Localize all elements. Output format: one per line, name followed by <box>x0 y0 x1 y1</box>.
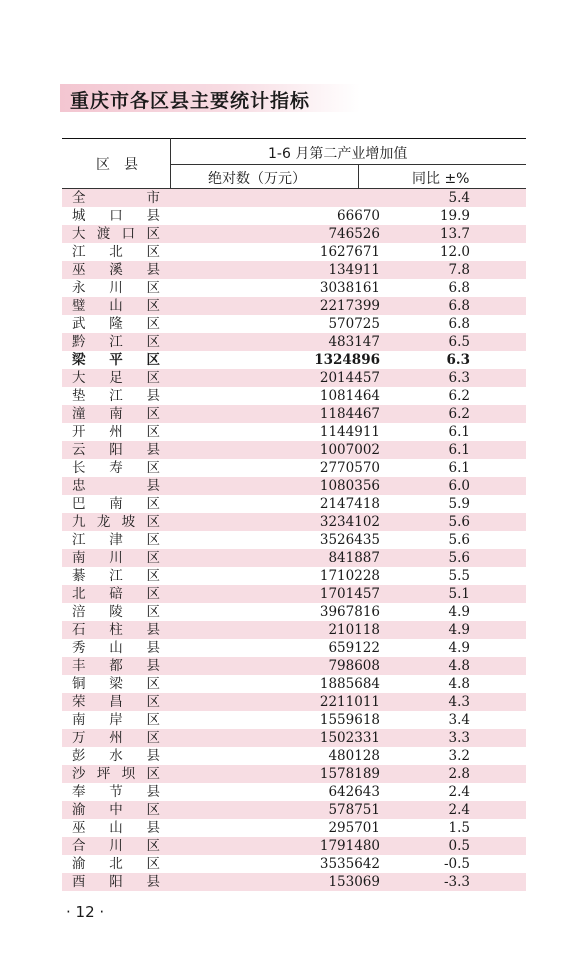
absolute-value: 1081464 <box>319 388 380 404</box>
absolute-value: 134911 <box>328 262 380 278</box>
table-row <box>62 297 526 315</box>
absolute-value: 1144911 <box>319 424 380 440</box>
yoy-change: 2.4 <box>448 802 470 818</box>
absolute-value: 2014457 <box>319 370 380 386</box>
absolute-value: 570725 <box>328 316 380 332</box>
yoy-change: 6.1 <box>448 460 470 476</box>
yoy-change: 6.5 <box>448 334 470 350</box>
yoy-change: 12.0 <box>439 244 470 260</box>
absolute-value: 841887 <box>328 550 380 566</box>
district-name: 南 川 区 <box>72 550 160 566</box>
table-row <box>62 675 526 693</box>
yoy-change: 0.5 <box>448 838 470 854</box>
table-row <box>62 567 526 585</box>
yoy-change: 4.9 <box>448 622 470 638</box>
absolute-value: 2217399 <box>319 298 380 314</box>
absolute-value: 798608 <box>328 658 380 674</box>
yoy-change: 4.8 <box>448 676 470 692</box>
yoy-change: 5.6 <box>448 514 470 530</box>
table-row <box>62 189 526 207</box>
yoy-change: 5.4 <box>448 190 470 206</box>
absolute-value: 3967816 <box>319 604 380 620</box>
district-name: 开 州 区 <box>72 424 160 440</box>
absolute-value: 3535642 <box>319 856 380 872</box>
district-name: 秀 山 县 <box>72 640 160 656</box>
absolute-value: 66670 <box>337 208 380 224</box>
absolute-value: 2211011 <box>319 694 380 710</box>
district-name: 铜 梁 区 <box>72 676 160 692</box>
absolute-value: 1710228 <box>319 568 380 584</box>
yoy-change: 6.8 <box>448 298 470 314</box>
table-row <box>62 549 526 567</box>
yoy-change: 3.4 <box>448 712 470 728</box>
absolute-value: 1324896 <box>314 352 380 368</box>
absolute-value: 2770570 <box>319 460 380 476</box>
absolute-value: 153069 <box>328 874 380 890</box>
table-row <box>62 225 526 243</box>
yoy-change: 7.8 <box>448 262 470 278</box>
absolute-value: 1184467 <box>319 406 380 422</box>
yoy-change: 5.1 <box>448 586 470 602</box>
col-header-yoy: 同比 ±% <box>412 171 470 187</box>
district-name: 南 岸 区 <box>72 712 160 728</box>
table-row <box>62 243 526 261</box>
yoy-change: 19.9 <box>439 208 470 224</box>
district-name: 渝 中 区 <box>72 802 160 818</box>
district-name: 垫 江 县 <box>72 388 160 404</box>
absolute-value: 480128 <box>328 748 380 764</box>
table-row <box>62 729 526 747</box>
yoy-change: 6.8 <box>448 316 470 332</box>
district-name: 酉 阳 县 <box>72 874 160 890</box>
district-name: 全 市 <box>72 190 160 206</box>
absolute-value: 1701457 <box>319 586 380 602</box>
table-top-rule <box>62 138 526 139</box>
table-row <box>62 747 526 765</box>
table-row <box>62 459 526 477</box>
district-name: 永 川 区 <box>72 280 160 296</box>
district-name: 渝 北 区 <box>72 856 160 872</box>
yoy-change: 6.3 <box>446 352 470 368</box>
absolute-value: 3234102 <box>319 514 380 530</box>
table-row <box>62 693 526 711</box>
absolute-value: 1791480 <box>319 838 380 854</box>
district-name: 奉 节 县 <box>72 784 160 800</box>
district-name: 沙 坪 坝 区 <box>72 766 160 782</box>
district-name: 大 渡 口 区 <box>72 226 160 242</box>
table-row <box>62 351 526 369</box>
table-row <box>62 819 526 837</box>
header-divider-left <box>170 138 171 188</box>
yoy-change: 2.4 <box>448 784 470 800</box>
district-name: 城 口 县 <box>72 208 160 224</box>
table-row <box>62 261 526 279</box>
absolute-value: 295701 <box>328 820 380 836</box>
yoy-change: 5.6 <box>448 532 470 548</box>
col-header-district: 区 县 <box>96 157 138 173</box>
district-name: 巴 南 区 <box>72 496 160 512</box>
district-name: 大 足 区 <box>72 370 160 386</box>
table-row <box>62 873 526 891</box>
page-title: 重庆市各区县主要统计指标 <box>70 90 311 112</box>
header-divider-right <box>358 164 359 188</box>
table-row <box>62 657 526 675</box>
district-name: 武 隆 区 <box>72 316 160 332</box>
yoy-change: -0.5 <box>443 856 470 872</box>
absolute-value: 1885684 <box>319 676 380 692</box>
table-row <box>62 369 526 387</box>
table-row <box>62 639 526 657</box>
yoy-change: 6.2 <box>448 388 470 404</box>
yoy-change: 1.5 <box>448 820 470 836</box>
table-row <box>62 531 526 549</box>
table-row <box>62 279 526 297</box>
absolute-value: 1502331 <box>319 730 380 746</box>
yoy-change: 6.8 <box>448 280 470 296</box>
district-name: 涪 陵 区 <box>72 604 160 620</box>
col-header-abs: 绝对数（万元） <box>208 171 306 187</box>
yoy-change: 6.0 <box>448 478 470 494</box>
district-name: 彭 水 县 <box>72 748 160 764</box>
district-name: 巫 山 县 <box>72 820 160 836</box>
table-row <box>62 495 526 513</box>
table-row <box>62 855 526 873</box>
absolute-value: 642643 <box>328 784 380 800</box>
yoy-change: 4.9 <box>448 604 470 620</box>
district-name: 潼 南 区 <box>72 406 160 422</box>
yoy-change: 3.2 <box>448 748 470 764</box>
district-name: 巫 溪 县 <box>72 262 160 278</box>
yoy-change: 6.1 <box>448 424 470 440</box>
table-row <box>62 405 526 423</box>
table-row <box>62 333 526 351</box>
yoy-change: 3.3 <box>448 730 470 746</box>
table-body <box>62 189 526 891</box>
district-name: 江 北 区 <box>72 244 160 260</box>
absolute-value: 746526 <box>328 226 380 242</box>
table-row <box>62 207 526 225</box>
header-mid-rule <box>170 164 526 165</box>
district-name: 璧 山 区 <box>72 298 160 314</box>
district-name: 云 阳 县 <box>72 442 160 458</box>
district-name: 綦 江 区 <box>72 568 160 584</box>
yoy-change: -3.3 <box>443 874 470 890</box>
table-row <box>62 441 526 459</box>
yoy-change: 5.6 <box>448 550 470 566</box>
yoy-change: 6.3 <box>448 370 470 386</box>
district-name: 丰 都 县 <box>72 658 160 674</box>
absolute-value: 1007002 <box>319 442 380 458</box>
yoy-change: 2.8 <box>448 766 470 782</box>
absolute-value: 3038161 <box>319 280 380 296</box>
table-row <box>62 387 526 405</box>
table-row <box>62 423 526 441</box>
district-name: 九 龙 坡 区 <box>72 514 160 530</box>
absolute-value: 1080356 <box>319 478 380 494</box>
table-row <box>62 783 526 801</box>
absolute-value: 2147418 <box>319 496 380 512</box>
absolute-value: 210118 <box>328 622 380 638</box>
table-row <box>62 801 526 819</box>
yoy-change: 5.5 <box>448 568 470 584</box>
district-name: 荣 昌 区 <box>72 694 160 710</box>
absolute-value: 483147 <box>328 334 380 350</box>
table-row <box>62 765 526 783</box>
col-header-group: 1-6 月第二产业增加值 <box>268 146 408 162</box>
district-name: 忠 县 <box>72 478 160 494</box>
yoy-change: 5.9 <box>448 496 470 512</box>
district-name: 合 川 区 <box>72 838 160 854</box>
table-row <box>62 477 526 495</box>
yoy-change: 4.8 <box>448 658 470 674</box>
district-name: 江 津 区 <box>72 532 160 548</box>
table-row <box>62 837 526 855</box>
absolute-value: 578751 <box>328 802 380 818</box>
district-name: 北 碚 区 <box>72 586 160 602</box>
district-name: 黔 江 区 <box>72 334 160 350</box>
page-number: · 12 · <box>66 903 105 921</box>
yoy-change: 4.9 <box>448 640 470 656</box>
absolute-value: 3526435 <box>319 532 380 548</box>
absolute-value: 1559618 <box>319 712 380 728</box>
table-row <box>62 621 526 639</box>
absolute-value: 659122 <box>328 640 380 656</box>
district-name: 石 柱 县 <box>72 622 160 638</box>
district-name: 长 寿 区 <box>72 460 160 476</box>
table-row <box>62 513 526 531</box>
table-row <box>62 585 526 603</box>
yoy-change: 6.1 <box>448 442 470 458</box>
yoy-change: 6.2 <box>448 406 470 422</box>
table-row <box>62 711 526 729</box>
absolute-value: 1578189 <box>319 766 380 782</box>
district-name: 梁 平 区 <box>72 352 160 368</box>
table-row <box>62 603 526 621</box>
absolute-value: 1627671 <box>319 244 380 260</box>
district-name: 万 州 区 <box>72 730 160 746</box>
yoy-change: 4.3 <box>448 694 470 710</box>
yoy-change: 13.7 <box>439 226 470 242</box>
table-row <box>62 315 526 333</box>
